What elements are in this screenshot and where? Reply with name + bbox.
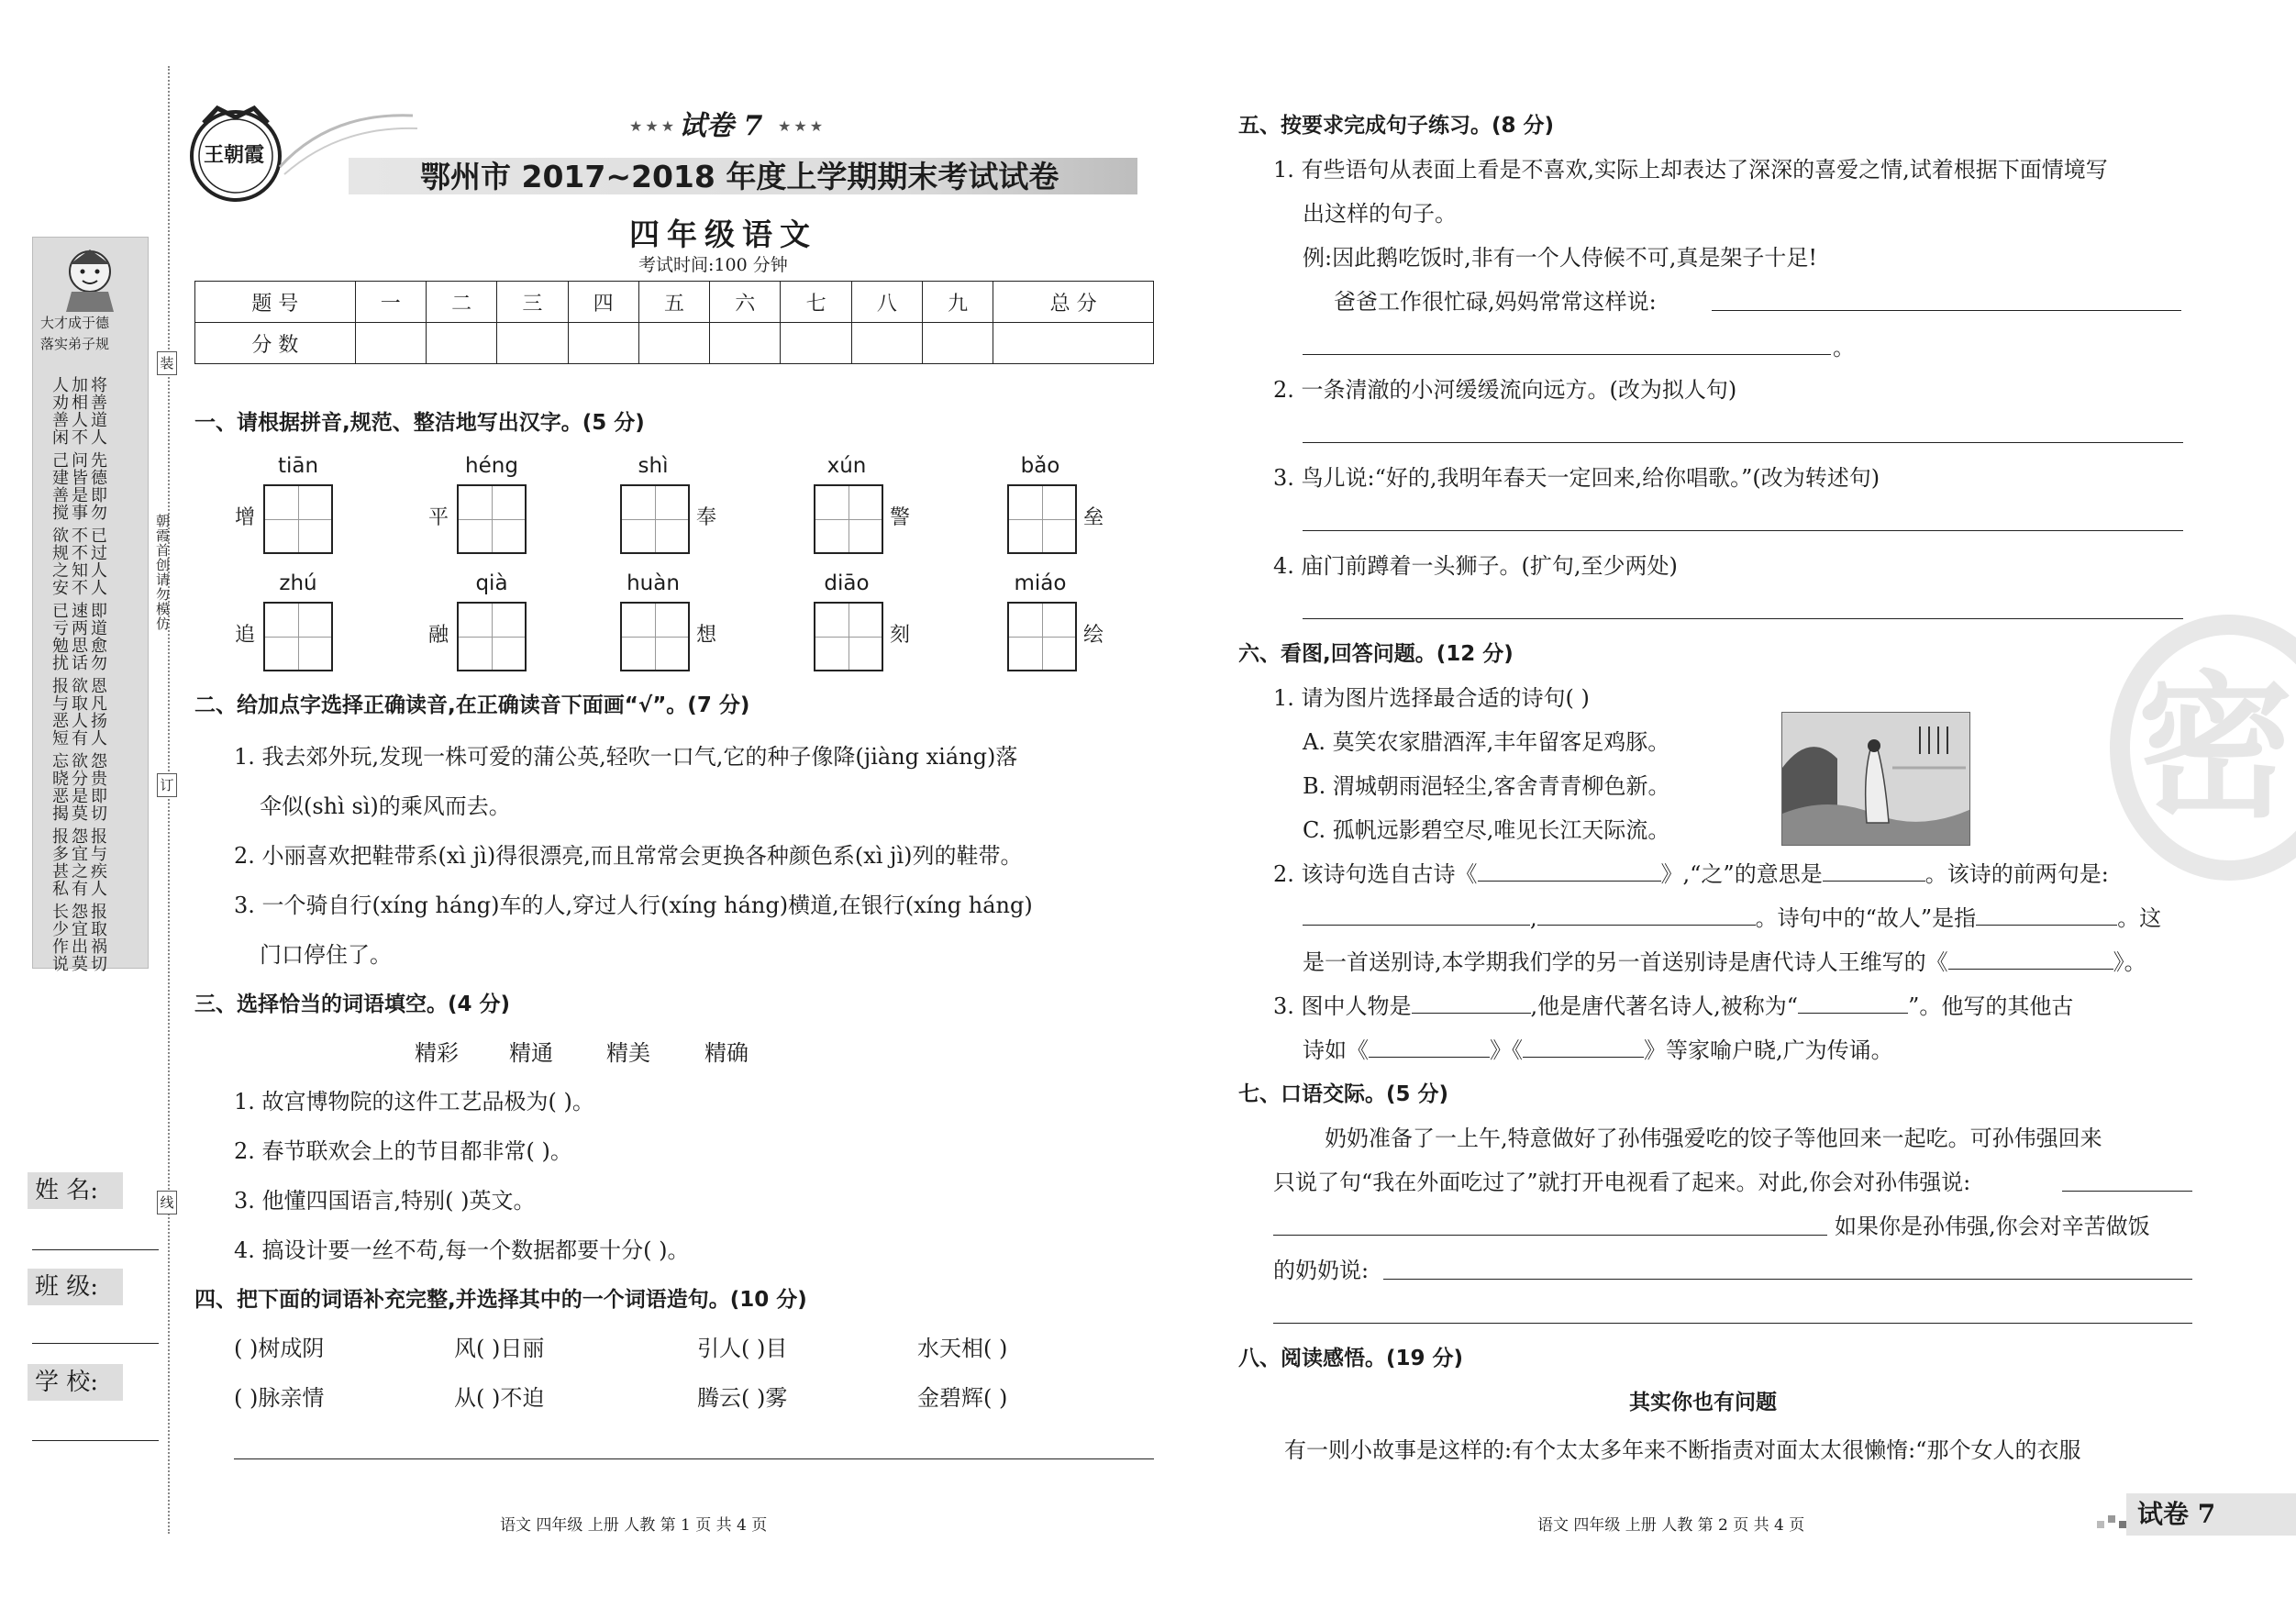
score-cell[interactable] — [568, 323, 638, 364]
paper-number: 试卷 7 — [679, 110, 763, 142]
pinyin-label: héng — [465, 454, 518, 478]
section-6-title: 六、看图,回答问题。(12 分) — [1238, 642, 1514, 666]
s3-question-4: 4. 搞设计要一丝不苟,每一个数据都要十分( )。 — [234, 1237, 690, 1263]
idiom-blank: 腾云( )雾 — [697, 1385, 788, 1411]
given-character: 平 — [428, 506, 449, 529]
s2-question-3-line-2: 门口停住了。 — [260, 942, 392, 968]
character-writing-box[interactable] — [1007, 484, 1077, 554]
class-field-label: 班 级: — [35, 1273, 99, 1301]
score-cell[interactable] — [426, 323, 496, 364]
s6-q3-text-6: 》等家喻户晓,广为传诵。 — [1644, 1037, 1893, 1063]
header-stars-left: ★★★ — [629, 117, 678, 135]
s5-question-4: 4. 庙门前蹲着一头狮子。(扩句,至少两处) — [1273, 553, 1678, 579]
s6-q2-text-5: 。诗句中的“故人”是指 — [1755, 905, 1977, 931]
pinyin-label: xún — [826, 454, 867, 478]
right-page-footer: 语文 四年级 上册 人教 第 2 页 共 4 页 — [1537, 1516, 1805, 1535]
score-header-cell: 八 — [851, 282, 922, 323]
section-5-title: 五、按要求完成句子练习。(8 分) — [1238, 114, 1555, 138]
sidebar-motto-2: 落实弟子规 — [40, 336, 110, 352]
score-header-cell: 三 — [497, 282, 568, 323]
s6-option-b: B. 渭城朝雨浥轻尘,客舍青青柳色新。 — [1303, 773, 1670, 799]
pinyin-label: bǎo — [1020, 454, 1060, 478]
sidebar-motto-1: 大才成于德 — [40, 315, 110, 331]
answer-blank[interactable] — [1523, 1037, 1644, 1058]
subject-title: 四年级语文 — [629, 216, 817, 252]
s6-q2-text-1: 2. 该诗句选自古诗《 — [1273, 861, 1478, 887]
pinyin-label: huàn — [627, 571, 680, 595]
exam-time: 考试时间:100 分钟 — [638, 255, 788, 275]
cut-mark-1 — [157, 351, 177, 375]
s8-paragraph-line-1: 有一则小故事是这样的:有个太太多年来不断指责对面太太很懒惰:“那个女人的衣服 — [1284, 1437, 2081, 1463]
sidebar-poem-4: 即道愈勿 速两思话 已亏勉扰 — [50, 602, 107, 671]
answer-line[interactable] — [1273, 1235, 1827, 1236]
answer-blank[interactable] — [1948, 949, 2113, 970]
answer-blank[interactable] — [1537, 905, 1756, 926]
answer-line[interactable] — [1303, 354, 1831, 355]
given-character: 垒 — [1083, 506, 1104, 529]
s6-question-2-line-2 — [1303, 904, 2161, 932]
sentence-answer-line[interactable] — [234, 1458, 1154, 1459]
section-3-title: 三、选择恰当的词语填空。(4 分) — [194, 993, 511, 1016]
s6-q2-text-2: 》,“之”的意思是 — [1660, 861, 1823, 887]
s6-question-3-line-2 — [1303, 1037, 1893, 1064]
answer-line[interactable] — [2062, 1191, 2192, 1192]
given-character: 增 — [235, 506, 256, 529]
given-character: 想 — [696, 624, 717, 647]
s6-q3-text-3: ”。他写的其他古 — [1908, 993, 2074, 1019]
pinyin-label: shì — [638, 454, 669, 478]
s6-option-a: A. 莫笑农家腊酒浑,丰年留客足鸡豚。 — [1303, 729, 1670, 755]
idiom-blank: 风( )日丽 — [454, 1336, 545, 1361]
s6-q2-text-6: 。这 — [2117, 905, 2162, 931]
score-table — [194, 281, 1154, 364]
score-cell[interactable] — [710, 323, 781, 364]
score-header-cell: 二 — [426, 282, 496, 323]
score-header-cell: 题 号 — [195, 282, 356, 323]
score-header-cell: 五 — [638, 282, 709, 323]
answer-line[interactable] — [1712, 310, 2181, 311]
given-character: 警 — [890, 506, 911, 529]
score-cell[interactable] — [993, 323, 1154, 364]
score-table-header-row — [195, 282, 1154, 323]
s6-question-2-line-3 — [1303, 948, 2146, 976]
score-cell[interactable] — [923, 323, 993, 364]
corner-paper-label: 试卷 7 — [2137, 1499, 2216, 1529]
pinyin-label: tiān — [277, 454, 319, 478]
answer-line[interactable] — [1303, 618, 2183, 619]
s3-question-3: 3. 他懂四国语言,特别( )英文。 — [234, 1188, 536, 1214]
answer-line[interactable] — [1303, 530, 2183, 531]
character-writing-box[interactable] — [457, 484, 527, 554]
s6-option-c: C. 孤帆远影碧空尽,唯见长江天际流。 — [1303, 817, 1670, 843]
s3-question-1: 1. 故宫博物院的这件工艺品极为( )。 — [234, 1089, 594, 1115]
section-2-title: 二、给加点字选择正确读音,在正确读音下面画“√”。(7 分) — [194, 693, 750, 717]
s5-question-3: 3. 鸟儿说:“好的,我明年春天一定回来,给你唱歌。”(改为转述句) — [1273, 465, 1880, 491]
answer-blank[interactable] — [1976, 905, 2117, 926]
sidebar-poem-6: 怨贵即切 欲分是莫 忘晓恶揭 — [50, 752, 107, 822]
word-option: 精彩 — [415, 1040, 459, 1066]
name-field-line[interactable] — [32, 1249, 159, 1250]
answer-line[interactable] — [1383, 1279, 2192, 1280]
s5-question-2: 2. 一条清澈的小河缓缓流向远方。(改为拟人句) — [1273, 377, 1737, 403]
answer-blank[interactable] — [1369, 1037, 1490, 1058]
character-writing-box[interactable] — [620, 484, 690, 554]
s5-question-1-line-1: 1. 有些语句从表面上看是不喜欢,实际上却表达了深深的喜爱之情,试着根据下面情境写 — [1273, 157, 2108, 183]
left-page-footer: 语文 四年级 上册 人教 第 1 页 共 4 页 — [500, 1516, 768, 1535]
header-swoosh — [275, 103, 422, 176]
sidebar-poem-5: 恩凡扬人 欲取人有 报与恶短 — [50, 677, 107, 747]
score-cell[interactable] — [355, 323, 426, 364]
idiom-blank: 金碧辉( ) — [917, 1385, 1008, 1411]
score-cell[interactable] — [851, 323, 922, 364]
given-character: 绘 — [1083, 624, 1104, 647]
section-7-title: 七、口语交际。(5 分) — [1238, 1082, 1449, 1106]
s7-paragraph-line-3: 如果你是孙伟强,你会对辛苦做饭 — [1835, 1214, 2150, 1239]
score-cell[interactable] — [497, 323, 568, 364]
copyright-notice-1: 朝霞首创 — [154, 514, 171, 572]
cut-mark-label: 线 — [160, 1194, 174, 1211]
brand-logo-text: 王朝霞 — [204, 143, 265, 167]
character-writing-box[interactable] — [1007, 602, 1077, 671]
answer-blank[interactable] — [1823, 861, 1925, 882]
answer-blank[interactable] — [1412, 993, 1531, 1014]
s7-paragraph-line-4: 的奶奶说: — [1273, 1258, 1370, 1283]
score-row-label: 分 数 — [195, 323, 356, 364]
pinyin-label: diāo — [824, 571, 870, 595]
s7-paragraph-line-2: 只说了句“我在外面吃过了”就打开电视看了起来。对此,你会对孙伟强说: — [1273, 1170, 1971, 1195]
sidebar-poem-3: 已过人人 不不知不 欲规之安 — [50, 527, 107, 596]
word-option: 精确 — [704, 1040, 749, 1066]
s5-question-1-line-2: 出这样的句子。 — [1303, 201, 1457, 227]
idiom-blank: ( )树成阴 — [234, 1336, 325, 1361]
cut-mark-3 — [157, 1191, 177, 1214]
word-option: 精通 — [509, 1040, 553, 1066]
sidebar-poem-8: 报取祸切 怨宜出莫 长少作说 — [50, 903, 107, 972]
word-option: 精美 — [606, 1040, 650, 1066]
idiom-blank: 引人( )目 — [697, 1336, 788, 1361]
score-header-cell: 四 — [568, 282, 638, 323]
s6-q3-text-1: 3. 图中人物是 — [1273, 993, 1412, 1019]
idiom-blank: 水天相( ) — [917, 1336, 1008, 1361]
exam-title: 鄂州市 2017~2018 年度上学期期末考试试卷 — [420, 159, 1059, 194]
given-character: 融 — [428, 624, 449, 647]
character-writing-box[interactable] — [263, 602, 333, 671]
score-header-cell: 总 分 — [993, 282, 1154, 323]
school-field-label: 学 校: — [35, 1369, 99, 1396]
score-header-cell: 九 — [923, 282, 993, 323]
cut-mark-label: 装 — [160, 355, 174, 372]
score-header-cell: 六 — [710, 282, 781, 323]
s3-question-2: 2. 春节联欢会上的节目都非常( )。 — [234, 1138, 572, 1164]
answer-blank[interactable] — [1798, 993, 1908, 1014]
character-writing-box[interactable] — [814, 602, 883, 671]
sidebar-poem-1: 将善道人 加相人不 人劝善闲 — [50, 376, 107, 446]
poem-illustration — [1781, 712, 1970, 846]
s6-q3-text-5: 》《 — [1490, 1037, 1523, 1063]
given-character: 刻 — [890, 624, 911, 647]
answer-line[interactable] — [1303, 442, 2183, 443]
s6-q3-text-2: ,他是唐代著名诗人,被称为“ — [1530, 993, 1799, 1019]
watermark-text: 密 — [2137, 656, 2294, 839]
s6-question-1: 1. 请为图片选择最合适的诗句( ) — [1273, 685, 1590, 711]
score-table-score-row — [195, 323, 1154, 364]
given-character: 追 — [235, 624, 256, 647]
s6-question-3-line-1 — [1273, 993, 2073, 1020]
score-cell[interactable] — [638, 323, 709, 364]
pinyin-label: miáo — [1014, 571, 1067, 595]
s5-question-1-prompt: 爸爸工作很忙碌,妈妈常常这样说: — [1334, 289, 1657, 315]
s6-q3-text-4: 诗如《 — [1303, 1037, 1369, 1063]
character-writing-box[interactable] — [620, 602, 690, 671]
copyright-notice-2: 请勿模仿 — [154, 572, 171, 631]
s6-q2-text-7: 是一首送别诗,本学期我们学的另一首送别诗是唐代诗人王维写的《 — [1303, 949, 1948, 975]
character-writing-box[interactable] — [263, 484, 333, 554]
s2-question-1-line-2: 伞似(shì sì)的乘风而去。 — [260, 793, 511, 819]
character-writing-box[interactable] — [814, 484, 883, 554]
s6-question-2-line-1 — [1273, 860, 2109, 888]
s2-question-3-line-1: 3. 一个骑自行(xíng háng)车的人,穿过人行(xíng háng)横道,在银行(xíng háng) — [234, 893, 1033, 918]
sidebar-poem-7: 报与疾人 怨宜之有 报多甚私 — [50, 827, 107, 897]
story-title: 其实你也有问题 — [1629, 1391, 1777, 1414]
answer-blank[interactable] — [1478, 861, 1661, 882]
school-field-line[interactable] — [32, 1440, 159, 1441]
s5-example: 例:因此鹅吃饭时,非有一个人侍候不可,真是架子十足! — [1303, 245, 1817, 271]
cut-mark-2 — [157, 773, 177, 797]
period-mark: 。 — [1833, 335, 1855, 360]
given-character: 奉 — [696, 506, 717, 529]
score-header-cell: 一 — [355, 282, 426, 323]
name-field-label: 姓 名: — [35, 1177, 99, 1204]
header-stars-right: ★★★ — [778, 117, 826, 135]
idiom-blank: 从( )不迫 — [454, 1385, 545, 1411]
section-4-title: 四、把下面的词语补充完整,并选择其中的一个词语造句。(10 分) — [194, 1288, 807, 1312]
s6-q2-text-8: 》。 — [2113, 949, 2146, 975]
s2-question-2: 2. 小丽喜欢把鞋带系(xì jì)得很漂亮,而且常常会更换各种颜色系(xì jì)列的鞋带。 — [234, 843, 1023, 869]
score-cell[interactable] — [781, 323, 851, 364]
class-field-line[interactable] — [32, 1343, 159, 1344]
section-1-title: 一、请根据拼音,规范、整洁地写出汉字。(5 分) — [194, 411, 645, 435]
character-writing-box[interactable] — [457, 602, 527, 671]
binding-dotted-line — [168, 66, 170, 1534]
corner-tab-squares — [2097, 1514, 2130, 1528]
sidebar-poem-2: 先德即勿 问皆是事 己建善搅 — [50, 451, 107, 521]
s6-q2-text-4: , — [1530, 905, 1537, 931]
s6-q2-text-3: 。该诗的前两句是: — [1924, 861, 2109, 887]
s2-question-1-line-1: 1. 我去郊外玩,发现一株可爱的蒲公英,轻吹一口气,它的种子像降(jiàng xiáng)落 — [234, 744, 1018, 770]
score-header-cell: 七 — [781, 282, 851, 323]
idiom-blank: ( )脉亲情 — [234, 1385, 325, 1411]
s7-paragraph-line-1: 奶奶准备了一上午,特意做好了孙伟强爱吃的饺子等他回来一起吃。可孙伟强回来 — [1325, 1126, 2102, 1151]
answer-blank[interactable] — [1303, 905, 1530, 926]
pinyin-label: zhú — [279, 571, 317, 595]
sidebar-cartoon — [48, 244, 132, 314]
cut-mark-label: 订 — [160, 777, 174, 793]
pinyin-label: qià — [475, 571, 508, 595]
answer-line[interactable] — [1273, 1323, 2192, 1324]
section-8-title: 八、阅读感悟。(19 分) — [1238, 1347, 1464, 1370]
